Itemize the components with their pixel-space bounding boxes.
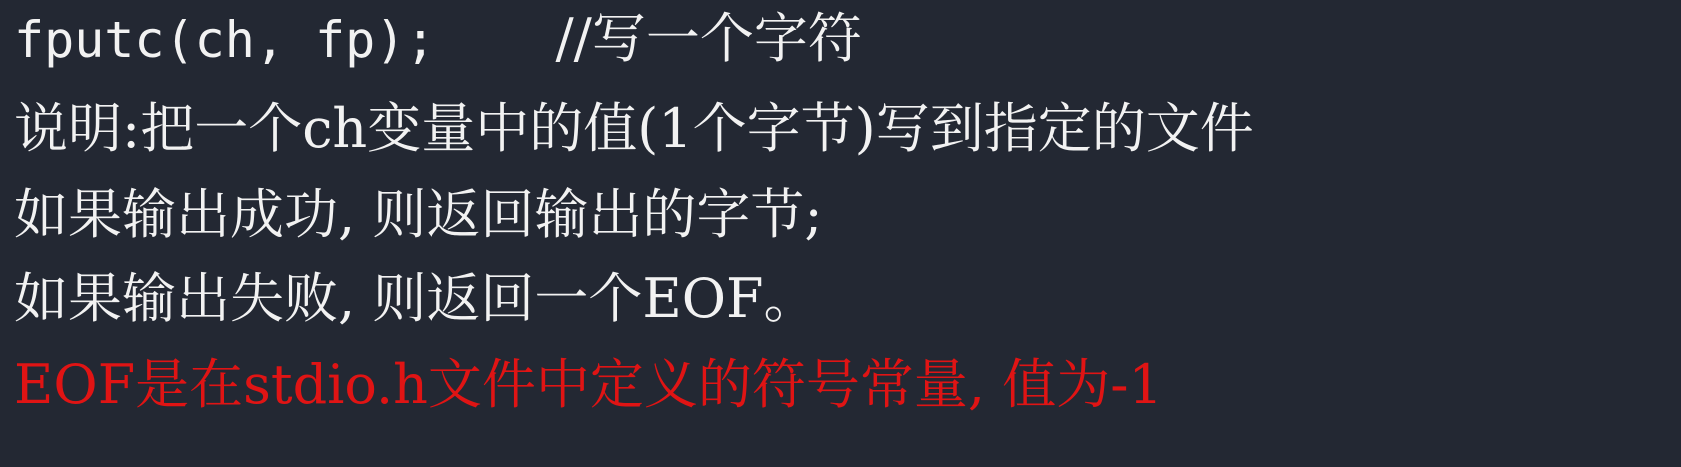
- code-statement: fputc(ch, fp);: [14, 11, 436, 69]
- code-line: [14, 4, 862, 75]
- description-line: 说明:把一个ch变量中的值(1个字节)写到指定的文件: [14, 97, 1254, 160]
- failure-line: 如果输出失败, 则返回一个EOF。: [14, 267, 818, 330]
- code-comment: //写一个字符: [555, 7, 862, 70]
- success-line: 如果输出成功, 则返回输出的字节;: [14, 183, 823, 246]
- eof-note-line: EOF是在stdio.h文件中定义的符号常量, 值为-1: [14, 353, 1163, 416]
